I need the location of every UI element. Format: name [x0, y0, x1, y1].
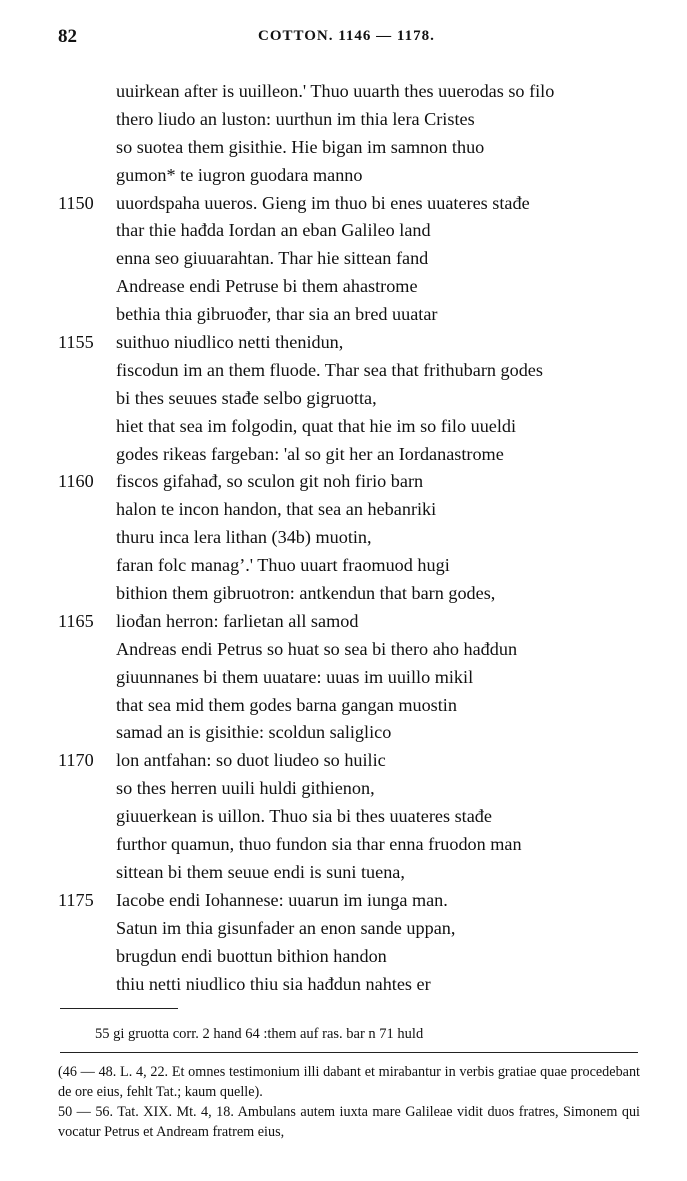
critical-apparatus: 55 gi gruotta corr. 2 hand 64 :them auf ras. bar n 71 huld	[95, 1026, 424, 1042]
verse-line	[58, 943, 658, 971]
verse-text: liođan herron: farlietan all samod	[116, 610, 359, 631]
verse-line	[58, 971, 658, 999]
verse-line	[58, 245, 658, 273]
source-note: 50 — 56. Tat. XIX. Mt. 4, 18. Ambulans autem iuxta mare Galileae vidit duos fratres, Simonem qui vocatur Petrus et Andream fratrem eius,	[58, 1104, 640, 1140]
verse-text: brugdun endi buottun bithion handon	[116, 945, 387, 966]
verse-text: samad an is gisithie: scoldun saliglico	[116, 722, 392, 743]
verse-text: thuru inca lera lithan (34b) muotin,	[116, 527, 372, 548]
verse-line	[58, 608, 658, 636]
source-notes	[58, 1062, 640, 1142]
verse-line	[58, 78, 658, 106]
verse-line	[58, 106, 658, 134]
verse-text: enna seo giuuarahtan. Thar hie sittean fand	[116, 248, 429, 269]
verse-text: giuuerkean is uillon. Thuo sia bi thes uuateres stađe	[116, 806, 492, 827]
verse-line	[58, 413, 658, 441]
verse-block	[58, 78, 658, 998]
verse-line	[58, 831, 658, 859]
verse-text: bethia thia gibruođer, thar sia an bred uuatar	[116, 304, 438, 325]
verse-line	[58, 803, 658, 831]
verse-text: thiu netti niudlico thiu sia hađdun nahtes er	[116, 973, 431, 994]
verse-line	[58, 217, 658, 245]
verse-text: fiscodun im an them fluode. Thar sea that frithubarn godes	[116, 359, 543, 380]
verse-line	[58, 664, 658, 692]
running-title: COTTON. 1146 — 1178.	[258, 28, 435, 44]
verse-text: bithion them gibruotron: antkendun that barn godes,	[116, 583, 496, 604]
verse-text: gumon* te iugron guodara manno	[116, 164, 363, 185]
verse-text: so suotea them gisithie. Hie bigan im samnon thuo	[116, 136, 485, 157]
verse-text: suithuo niudlico netti thenidun,	[116, 332, 344, 353]
verse-line	[58, 385, 658, 413]
verse-line	[58, 273, 658, 301]
verse-line	[58, 719, 658, 747]
verse-line	[58, 580, 658, 608]
verse-text: godes rikeas fargeban: 'al so git her an Iordanastrome	[116, 443, 504, 464]
verse-line	[58, 357, 658, 385]
verse-text: Iacobe endi Iohannese: uuarun im iunga man.	[116, 889, 448, 910]
apparatus-rule	[60, 1008, 178, 1009]
verse-line	[58, 775, 658, 803]
verse-line	[58, 524, 658, 552]
line-number: 1155	[58, 332, 94, 353]
verse-line	[58, 162, 658, 190]
verse-text: bi thes seuues stađe selbo gigruotta,	[116, 387, 377, 408]
verse-text: faran folc managʼ.' Thuo uuart fraomuod hugi	[116, 555, 450, 576]
verse-text: so thes herren uuili huldi githienon,	[116, 778, 375, 799]
source-rule	[60, 1052, 638, 1053]
verse-text: fiscos gifahađ, so sculon git noh firio barn	[116, 471, 424, 492]
verse-text: Andreas endi Petrus so huat so sea bi thero aho hađdun	[116, 638, 518, 659]
verse-line	[58, 915, 658, 943]
page-header	[58, 26, 655, 50]
verse-text: lon antfahan: so duot liudeo so huilic	[116, 750, 386, 771]
verse-text: hiet that sea im folgodin, quat that hie im so filo uueldi	[116, 415, 517, 436]
verse-text: Andrease endi Petruse bi them ahastrome	[116, 276, 418, 297]
verse-line	[58, 190, 658, 218]
verse-line	[58, 887, 658, 915]
verse-line	[58, 747, 658, 775]
verse-text: thero liudo an luston: uurthun im thia lera Cristes	[116, 108, 475, 129]
verse-text: thar thie hađda Iordan an eban Galileo land	[116, 220, 431, 241]
verse-line	[58, 496, 658, 524]
verse-line	[58, 468, 658, 496]
verse-line	[58, 134, 658, 162]
verse-text: uuordspaha uueros. Gieng im thuo bi enes uuateres stađe	[116, 192, 530, 213]
verse-text: Satun im thia gisunfader an enon sande uppan,	[116, 917, 456, 938]
source-note: (46 — 48. L. 4, 22. Et omnes testimonium illi dabant et mirabantur in verbis gratiae quae procedebant de ore eius, fehlt Tat.; kaum quelle).	[58, 1064, 640, 1100]
verse-text: that sea mid them godes barna gangan muostin	[116, 694, 457, 715]
line-number: 1175	[58, 889, 94, 910]
line-number: 1170	[58, 750, 94, 771]
verse-text: uuirkean after is uuilleon.' Thuo uuarth thes uuerodas so filo	[116, 81, 555, 101]
page-number: 82	[58, 26, 77, 47]
verse-line	[58, 636, 658, 664]
verse-text: furthor quamun, thuo fundon sia thar enna fruodon man	[116, 834, 522, 855]
verse-line	[58, 301, 658, 329]
verse-line	[58, 692, 658, 720]
verse-text: sittean bi them seuue endi is suni tuena,	[116, 861, 405, 882]
line-number: 1160	[58, 471, 94, 492]
verse-line	[58, 329, 658, 357]
verse-line	[58, 552, 658, 580]
verse-line	[58, 441, 658, 469]
line-number: 1165	[58, 610, 94, 631]
verse-line	[58, 859, 658, 887]
verse-text: giuunnanes bi them uuatare: uuas im uuillo mikil	[116, 666, 474, 687]
verse-text: halon te incon handon, that sea an hebanriki	[116, 499, 437, 520]
line-number: 1150	[58, 192, 94, 213]
